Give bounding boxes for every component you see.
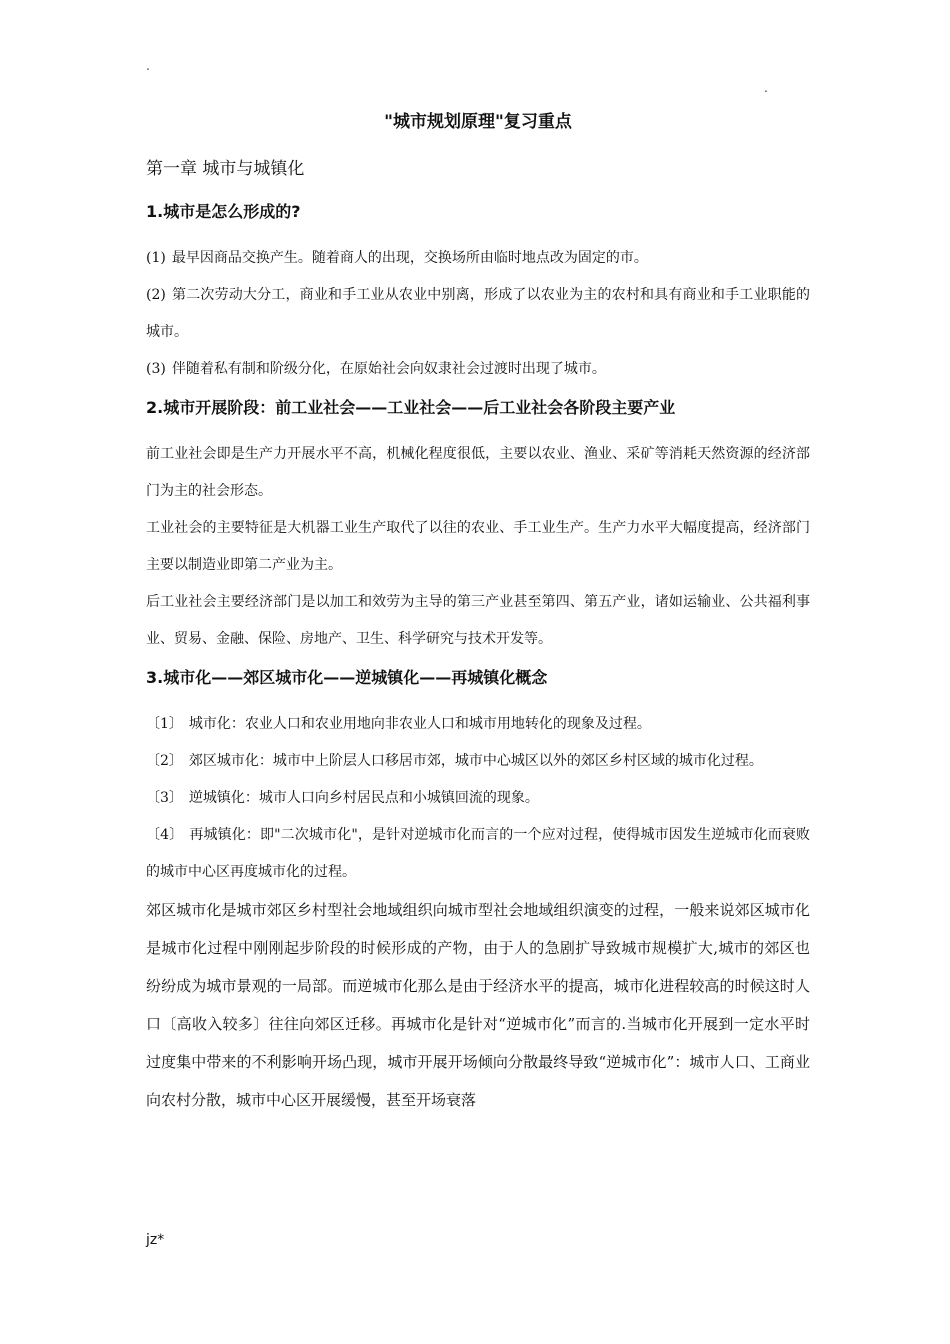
question-3-list (146, 706, 810, 891)
question-1-heading: 1.城市是怎么形成的? (146, 202, 301, 221)
list-item-number: 〔3〕 (146, 790, 183, 806)
list-item-number: (2) (146, 287, 166, 303)
list-item (146, 743, 810, 780)
list-item-number: 〔1〕 (146, 716, 183, 732)
list-item-text: 逆城镇化：城市人口向乡村居民点和小城镇回流的现象。 (188, 790, 539, 806)
page-footer: jz* (146, 1232, 165, 1248)
list-item-number: 〔2〕 (146, 753, 183, 769)
list-item (146, 780, 810, 817)
paragraph-post-industrial: 后工业社会主要经济部门是以加工和效劳为主导的第三产业甚至第四、第五产业，诸如运输业、公共福利事业、贸易、金融、保险、房地产、卫生、科学研究与技术开发等。 (146, 594, 810, 647)
list-item-text: 第二次劳动大分工，商业和手工业从农业中别离，形成了以农业为主的农村和具有商业和手工业职能的城市。 (146, 287, 810, 340)
list-item-number: (1) (146, 250, 166, 266)
paragraph-pre-industrial: 前工业社会即是生产力开展水平不高，机械化程度很低，主要以农业、渔业、采矿等消耗天然资源的经济部门为主的社会形态。 (146, 446, 810, 499)
list-item (146, 240, 810, 277)
chapter-heading: 第一章 城市与城镇化 (146, 159, 305, 179)
paragraph-industrial: 工业社会的主要特征是大机器工业生产取代了以往的农业、手工业生产。生产力水平大幅度提高，经济部门主要以制造业即第二产业为主。 (146, 520, 810, 573)
list-item (146, 351, 810, 388)
list-item (146, 706, 810, 743)
list-item (146, 277, 810, 351)
page-mark-top-right: . (764, 81, 768, 95)
page-mark-top-left: . (146, 59, 150, 73)
question-2-heading: 2.城市开展阶段：前工业社会——工业社会——后工业社会各阶段主要产业 (146, 398, 676, 417)
list-item-text: 再城镇化：即"二次城市化"，是针对逆城市化而言的一个应对过程，使得城市因发生逆城市化而衰败的城市中心区再度城市化的过程。 (146, 827, 810, 880)
question-1-list (146, 240, 810, 388)
list-item-text: 城市化：农业人口和农业用地向非农业人口和城市用地转化的现象及过程。 (188, 716, 651, 732)
list-item-text: 最早因商品交换产生。随着商人的出现，交换场所由临时地点改为固定的市。 (171, 250, 648, 266)
list-item-number: (3) (146, 361, 166, 377)
list-item-text: 伴随着私有制和阶级分化，在原始社会向奴隶社会过渡时出现了城市。 (171, 361, 606, 377)
document-body (146, 106, 810, 1119)
urbanization-summary-paragraph: 郊区城市化是城市郊区乡村型社会地域组织向城市型社会地域组织演变的过程，一般来说郊区城市化是城市化过程中刚刚起步阶段的时候形成的产物，由于人的急剧扩导致城市规模扩大,城市的郊区也纷纷成为城市景观的一局部。而逆城市化那么是由于经济水平的提高，城市化进程较高的时候这时人口〔高收入较多〕往往向郊区迁移。再城市化是针对“逆城市化”而言的.当城市化开展到一定水平时过度集中带来的不利影响开场凸现，城市开展开场倾向分散最终导致“逆城市化”：城市人口、工商业向农村分散，城市中心区开展缓慢，甚至开场衰落 (146, 901, 810, 1109)
list-item-number: 〔4〕 (146, 827, 184, 843)
question-3-heading: 3.城市化——郊区城市化——逆城镇化——再城镇化概念 (146, 668, 548, 687)
list-item (146, 817, 810, 891)
document-title: "城市规划原理"复习重点 (384, 112, 572, 132)
list-item-text: 郊区城市化：城市中上阶层人口移居市郊，城市中心城区以外的郊区乡村区域的城市化过程。 (188, 753, 763, 769)
